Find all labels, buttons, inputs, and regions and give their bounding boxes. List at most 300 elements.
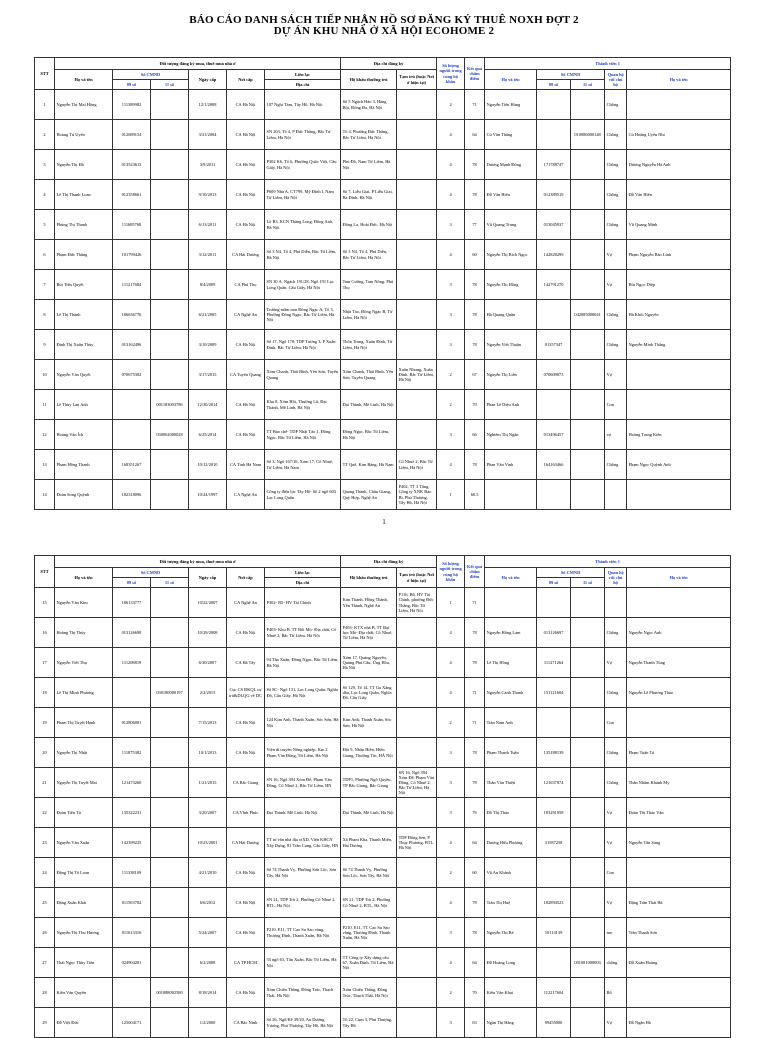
cell-ho-khau: Số 5 Ngách Hào 3, Hàng Bột, Đống Đa, Hà Nội — [341, 90, 397, 120]
cell-stt: 1 — [35, 90, 55, 120]
cell-name: Thái Ngọc Thùy Tiên — [55, 948, 113, 978]
cell-quan-he: Chồng — [605, 618, 627, 648]
cell-name: Kiều Văn Quyền — [55, 978, 113, 1008]
cell-dia-chi: Khu 8, Xóm Hồi, Thường Lũ, Đại Thành, Mê Linh, Hà Nội — [265, 390, 341, 420]
cell-cmnd-9: 013126698 — [113, 618, 151, 648]
cell-tv-cmnd-9 — [537, 948, 571, 978]
col-dia-chi: Địa chỉ — [265, 578, 341, 588]
col-tv-cmnd: Số CMND — [537, 70, 605, 80]
cell-tv-cmnd-11 — [571, 480, 605, 510]
col-stt: STT — [35, 556, 55, 588]
cell-cmnd-9: 111875382 — [113, 738, 151, 768]
cell-noi-cap: CA TP HCM — [227, 948, 265, 978]
cell-name: Đặng Xuân Khải — [55, 888, 113, 918]
col-tv-ho-ten: Họ và tên — [485, 70, 537, 90]
col-so-luong: Số lượng người trong cùng hộ khẩu — [437, 58, 465, 90]
cell-so-luong: 3 — [437, 738, 465, 768]
cell-tam-tru: P116, B6, HV Tài Chính, phường Đức Thắng, Bắc Từ Liêm, Hà Nội — [397, 588, 437, 618]
cell-tv-ho-ten-2 — [627, 480, 731, 510]
cell-tv-ho-ten-2: Cù Hoàng Uyên Nhi — [627, 120, 731, 150]
cell-tv-ho-ten-2 — [627, 360, 731, 390]
cell-tv-cmnd-11 — [571, 450, 605, 480]
cell-name: Nguyễn Văn Quyết — [55, 360, 113, 390]
cell-cmnd-11 — [151, 240, 189, 270]
table-row — [35, 300, 731, 330]
cell-ho-khau: Số 3 N4, Tổ 4, Phú Diễn, Bắc Từ Liêm, Hà Nội — [341, 240, 397, 270]
table-row — [35, 390, 731, 420]
cell-cmnd-9 — [113, 978, 151, 1008]
cell-tv-cmnd-9: 013126697 — [537, 618, 571, 648]
cell-tv-ho-ten-2: Bùi Ngọc Diệp — [627, 270, 731, 300]
cell-dia-chi: 124 Kim Anh, Thanh Xuân, Sóc Sơn, Hà Nội — [265, 708, 341, 738]
cell-quan-he: Chồng — [605, 120, 627, 150]
cell-name: Nguyễn Thị Nhật — [55, 738, 113, 768]
table-row — [35, 708, 731, 738]
cell-noi-cap: CA Phú Thọ — [227, 270, 265, 300]
cell-dia-chi: P609 Nhà A, CT799, Mỹ Đình I, Nam Từ Liêm, Hà Nội — [265, 180, 341, 210]
cell-cmnd-11 — [151, 270, 189, 300]
cell-cmnd-11 — [151, 150, 189, 180]
cell-tv-ho-ten-2: Đỗ Văn Hiền — [627, 180, 731, 210]
cell-name: Nguyễn Thị Tuyết Mai — [55, 768, 113, 798]
cell-ket-qua: 78 — [465, 648, 485, 678]
cell-cmnd-11 — [151, 618, 189, 648]
cell-tv-cmnd-11 — [571, 828, 605, 858]
cell-noi-cap: CA Hà Nội — [227, 978, 265, 1008]
cell-cmnd-11 — [151, 120, 189, 150]
cell-so-luong: 4 — [437, 828, 465, 858]
cell-tv-cmnd-9: 013496457 — [537, 420, 571, 450]
cell-so-luong: 4 — [437, 648, 465, 678]
cell-tv-cmnd-11 — [571, 768, 605, 798]
cell-so-luong: 4 — [437, 678, 465, 708]
cell-tv-cmnd-11 — [571, 858, 605, 888]
cell-ket-qua: 63 — [465, 1008, 485, 1038]
cell-tv-ho-ten: Nguyễn Thị Bé — [485, 918, 537, 948]
cell-stt: 15 — [35, 588, 55, 618]
cell-ho-khau: Xã Phạm Kha, Thanh Miện, Hải Dương — [341, 828, 397, 858]
cell-tv-ho-ten-2: Hoàng Trung Kiên — [627, 420, 731, 450]
cell-ho-khau: TT Công ty Xây dựng cầu 67, Xuân Đỉnh, Từ Liêm, Hà Nội — [341, 948, 397, 978]
cell-quan-he: Con — [605, 858, 627, 888]
cell-tv-cmnd-9 — [537, 588, 571, 618]
cell-stt: 7 — [35, 270, 55, 300]
cell-noi-cap: CA Hà Nội — [227, 150, 265, 180]
cell-dia-chi: Số 74 Thanh Vỵ, Phường Sơn Lộc, Sơn Tây, Hà Nội — [265, 858, 341, 888]
cell-so-luong: 4 — [437, 180, 465, 210]
cell-ket-qua: 78 — [465, 918, 485, 948]
page-number: 1 — [382, 518, 386, 526]
col-ho-khau: Hộ khẩu thường trú — [341, 70, 397, 90]
col-so-luong: Số lượng người trong cùng hộ khẩu — [437, 556, 465, 588]
cell-ket-qua: 78 — [465, 738, 485, 768]
cell-dia-chi: Viện di truyền Nông nghiệp, Km 2 Phạm Văn Đồng, Từ Liêm, Hà Nội — [265, 738, 341, 768]
cell-tv-cmnd-9: 164163466 — [537, 450, 571, 480]
cell-tv-ho-ten: Đỗ Thị Thảo — [485, 798, 537, 828]
cell-cmnd-11: 030180000197 — [151, 678, 189, 708]
cell-noi-cap: CA Hải Dương — [227, 828, 265, 858]
cell-ket-qua: 78 — [465, 180, 485, 210]
cell-tv-cmnd-9 — [537, 858, 571, 888]
cell-noi-cap: CA Hà Nội — [227, 858, 265, 888]
cell-cmnd-11: 030062000028 — [151, 420, 189, 450]
cell-cmnd-9: 011503782 — [113, 888, 151, 918]
cell-tv-cmnd-11 — [571, 978, 605, 1008]
cell-stt: 19 — [35, 708, 55, 738]
cell-cmnd-11 — [151, 180, 189, 210]
col-tv-ho-ten-2: Họ và tên — [627, 70, 731, 90]
cell-ho-khau: SN 21, TDP Trù 2, Phường Cổ Nhuế 2, BTL, Hà Nội — [341, 888, 397, 918]
cell-tv-ho-ten-2 — [627, 588, 731, 618]
cell-ho-khau: Số 7, Liễu Giai, P Liễu Giai, Ba Đình, Hà Nội — [341, 180, 397, 210]
cell-cmnd-9: 013162496 — [113, 330, 151, 360]
cell-quan-he — [605, 480, 627, 510]
cell-stt: 23 — [35, 828, 55, 858]
cell-name: Lê Thị Minh Phương — [55, 678, 113, 708]
cell-cmnd-11: 001088002580 — [151, 978, 189, 1008]
cell-so-luong: 2 — [437, 360, 465, 390]
cell-cmnd-9 — [113, 420, 151, 450]
cell-cmnd-11 — [151, 360, 189, 390]
cell-tv-ho-ten: Đỗ Hoàng Long — [485, 948, 537, 978]
cell-tv-cmnd-11: 010086000148 — [571, 120, 605, 150]
cell-dia-chi: Số 3 N4, Tổ 4, Phú Diễn, Bắc Từ Liêm, Hà Nội — [265, 240, 341, 270]
cell-quan-he: Chồng — [605, 90, 627, 120]
table-row — [35, 948, 731, 978]
cell-tv-cmnd-11 — [571, 618, 605, 648]
cell-tam-tru — [397, 978, 437, 1008]
col-thanh-vien: Thành viên 1 — [485, 58, 731, 70]
cell-cmnd-9: 168351267 — [113, 450, 151, 480]
registration-table-page1 — [34, 57, 731, 510]
cell-tv-ho-ten: Phan Văn Vinh — [485, 450, 537, 480]
cell-so-luong: 4 — [437, 240, 465, 270]
cell-tam-tru — [397, 618, 437, 648]
cell-noi-cap: CA Nghệ An — [227, 588, 265, 618]
cell-cmnd-9: 125004171 — [113, 1008, 151, 1038]
cell-tv-ho-ten-2: Hà Khôi Nguyên — [627, 300, 731, 330]
cell-stt: 29 — [35, 1008, 55, 1038]
cell-ho-khau: Tam Cường, Tam Nông, Phú Thọ — [341, 270, 397, 300]
cell-ket-qua: 77 — [465, 210, 485, 240]
cell-ngay-cap: 3/12/2011 — [189, 240, 227, 270]
cell-tv-cmnd-11 — [571, 888, 605, 918]
cell-tv-ho-ten: Lê Thị Hồng — [485, 648, 537, 678]
cell-ho-khau: Xóm 17, Quảng Nguyên, Quảng Phú Cầu, Ứng Hòa, Hà Nội — [341, 648, 397, 678]
cell-name: Đặng Thị Tố Loan — [55, 858, 113, 888]
cell-cmnd-11 — [151, 450, 189, 480]
cell-ngay-cap: 10/12/2010 — [189, 450, 227, 480]
cell-ngay-cap: 8/18/2014 — [189, 978, 227, 1008]
cell-noi-cap: CA Hà Nội — [227, 888, 265, 918]
cell-name: Lê Thị Thành — [55, 300, 113, 330]
cell-ket-qua: 76 — [465, 798, 485, 828]
table-row — [35, 420, 731, 450]
cell-tam-tru — [397, 798, 437, 828]
table-row — [35, 480, 731, 510]
cell-quan-he: Con — [605, 708, 627, 738]
cell-ngay-cap: 6/25/2014 — [189, 420, 227, 450]
cell-dia-chi: SN 21, TDP Trù 2, Phường Cổ Nhuế 2, BTL, Hà Nội — [265, 888, 341, 918]
cell-tv-ho-ten-2 — [627, 978, 731, 1008]
cell-ngay-cap: 5/24/2007 — [189, 918, 227, 948]
cell-tv-ho-ten-2: Dương Nguyễn Hà Anh — [627, 150, 731, 180]
table-row — [35, 210, 731, 240]
cell-tv-cmnd-11 — [571, 1008, 605, 1038]
cell-tv-cmnd-11 — [571, 270, 605, 300]
cell-noi-cap: CA Hà Nội — [227, 330, 265, 360]
table-row — [35, 858, 731, 888]
cell-noi-cap: CA Hà Nội — [227, 918, 265, 948]
cell-tv-cmnd-11 — [571, 90, 605, 120]
cell-quan-he: Chồng — [605, 738, 627, 768]
table-row — [35, 1008, 731, 1038]
cell-tv-cmnd-11: 042085000041 — [571, 300, 605, 330]
cell-quan-he: Vợ — [605, 270, 627, 300]
cell-ho-khau: Đông La, Hoài Đức, Hà Nội — [341, 210, 397, 240]
col-ket-qua: Kết quả chấm điểm — [465, 58, 485, 90]
cell-cmnd-9: 012806081 — [113, 708, 151, 738]
cell-so-luong: 3 — [437, 798, 465, 828]
cell-tv-ho-ten-2: Phạm Nguyễn Bảo Linh — [627, 240, 731, 270]
cell-ngay-cap: 1/2/2000 — [189, 1008, 227, 1038]
cell-ket-qua: 78 — [465, 300, 485, 330]
cell-cmnd-9: 182318096 — [113, 480, 151, 510]
cell-quan-he: Chồng — [605, 768, 627, 798]
cell-so-luong: 4 — [437, 888, 465, 918]
cell-name: Phạm Thị Tuyết Hạnh — [55, 708, 113, 738]
cell-tv-ho-ten — [485, 588, 537, 618]
cell-quan-he: Chồng — [605, 180, 627, 210]
cell-ho-khau: Đội 9, Nhân Hiền, Hiền Giang, Thường Tín, HÀ Nội — [341, 738, 397, 768]
cell-tv-ho-ten: Vũ An Khánh — [485, 858, 537, 888]
cell-tv-ho-ten: Thân Văn Thiện — [485, 768, 537, 798]
cell-cmnd-11 — [151, 480, 189, 510]
col-tv-ho-ten-2: Họ và tên — [627, 568, 731, 588]
cell-ngay-cap: 6/2/2008 — [189, 948, 227, 978]
cell-stt: 8 — [35, 300, 55, 330]
cell-cmnd-9: 011613316 — [113, 918, 151, 948]
cell-dia-chi: Trường mầm non Đông Ngạc A, Tổ 5, Phường Đông Ngạc, Bắc Từ Liêm, Hà Nội — [265, 300, 341, 330]
cell-tv-cmnd-9 — [537, 480, 571, 510]
cell-tam-tru: SN 16, Ngõ 394 Xóm Đê, Phạm Văn Đồng, Cổ Nhuế 2, Bắc Từ Liêm, Hà Nội — [397, 768, 437, 798]
cell-ngay-cap: 9/10/2013 — [189, 180, 227, 210]
cell-tv-cmnd-9: 012389519 — [537, 180, 571, 210]
cell-dia-chi: SN 203, Tổ 4, P Đức Thắng, Bắc Từ Liêm, Hà Nội — [265, 120, 341, 150]
cell-dia-chi: SN 30 A, Ngách 191/28, Ngõ 191 Lạc Long Quân, Cầu Giấy, Hà Nội — [265, 270, 341, 300]
cell-ho-khau: P210, E11, TT Cao Su Sao vàng, Thượng Đình, Thanh Xuân, Hà Nội — [341, 918, 397, 948]
cell-ho-khau: P403- KTX nhà B, TT Đại học Mỏ- Địa chất, Cổ Nhuế, Từ Liêm, Hà Nội — [341, 618, 397, 648]
cell-stt: 2 — [35, 120, 55, 150]
cell-name: Phạm Hồng Thanh — [55, 450, 113, 480]
cell-tv-cmnd-11 — [571, 708, 605, 738]
cell-ho-khau: Đông Ngạc, Bắc Từ Liêm, Hà Nội — [341, 420, 397, 450]
cell-tv-ho-ten: Phạm Thanh Tuấn — [485, 738, 537, 768]
cell-name: Đoàn Tiến Tú — [55, 798, 113, 828]
cell-tv-cmnd-9: 112217604 — [537, 978, 571, 1008]
table-row — [35, 738, 731, 768]
cell-tv-ho-ten-2 — [627, 708, 731, 738]
cell-ngay-cap: 10/29/2008 — [189, 618, 227, 648]
table-row — [35, 120, 731, 150]
col-lien-lac: Liên lạc — [265, 70, 341, 80]
cell-tv-cmnd-9: 182894523 — [537, 888, 571, 918]
cell-ho-khau: Tổ 22, Cụm 3, Phú Thượng, Tây Hồ — [341, 1008, 397, 1038]
cell-stt: 25 — [35, 888, 55, 918]
cell-tv-ho-ten — [485, 480, 537, 510]
cell-dia-chi: P210, E11, TT Cao Su Sao vàng, Thượng Đình, Thanh Xuân, Hà Nội — [265, 918, 341, 948]
cell-ho-khau: Xóm Chiến Thắng, Đồng Trúc, Thạch Thất, Hà Nội — [341, 978, 397, 1008]
col-tv-ho-ten: Họ và tên — [485, 568, 537, 588]
cell-dia-chi: TT tư vấn nhà địa vỉXD, Viện KHCN Xây Dựng, 81 Trần Cung, Cầu Giấy, HN — [265, 828, 341, 858]
cell-tam-tru: P402, TT 3 Tầng, Công ty XNK Bảo Bì, Phú Thượng, Tây Hồ, Hà Nội — [397, 480, 437, 510]
cell-noi-cap: CA Hà Nội — [227, 708, 265, 738]
table-row — [35, 150, 731, 180]
cell-cmnd-9: 142399225 — [113, 828, 151, 858]
cell-cmnd-9: 135322231 — [113, 798, 151, 828]
cell-tv-cmnd-11: 001081000003 — [571, 948, 605, 978]
cell-cmnd-11 — [151, 798, 189, 828]
cell-tam-tru — [397, 708, 437, 738]
cell-tv-ho-ten: Nghiêm Thị Ngân — [485, 420, 537, 450]
table-row — [35, 828, 731, 858]
cell-dia-chi: Số 8C- Ngõ 131, Lạc Long Quân, Nghĩa Đô, Cầu Giấy, Hà Nội — [265, 678, 341, 708]
cell-so-luong: 3 — [437, 300, 465, 330]
cell-so-luong: 3 — [437, 420, 465, 450]
col-tv-11-so: 11 số — [571, 578, 605, 588]
cell-stt: 22 — [35, 798, 55, 828]
cell-tv-cmnd-9: 01357347 — [537, 330, 571, 360]
cell-dia-chi: P302- B5- HV Tài Chính — [265, 588, 341, 618]
cell-name: Lê Thị Thanh Loan — [55, 180, 113, 210]
cell-tv-ho-ten: Dương Hữu Phương — [485, 828, 537, 858]
col-tv-09-so: 09 số — [537, 80, 571, 90]
cell-cmnd-9: 111217684 — [113, 270, 151, 300]
cell-tv-cmnd-9 — [537, 390, 571, 420]
table-row — [35, 978, 731, 1008]
cell-name: Nguyễn Thị Mai Hồng — [55, 90, 113, 120]
cell-ho-khau: Nhật Tảo, Đông Ngạc B, Từ Liêm, Hà Nội — [341, 300, 397, 330]
cell-tv-cmnd-9: 111271264 — [537, 648, 571, 678]
cell-tv-cmnd-11 — [571, 918, 605, 948]
table-row — [35, 798, 731, 828]
col-tv-cmnd: Số CMND — [537, 568, 605, 578]
cell-dia-chi: Đại Thành, Mê Linh, Hà Nội — [265, 798, 341, 828]
cell-stt: 27 — [35, 948, 55, 978]
cell-cmnd-9: 111338109 — [113, 858, 151, 888]
table-row — [35, 648, 731, 678]
cell-ho-khau: TT Quế, Kim Bảng, Hà Nam — [341, 450, 397, 480]
cell-tv-ho-ten: Trần Nam Anh — [485, 708, 537, 738]
table-row — [35, 678, 731, 708]
cell-tv-ho-ten: Phan Lê Diệu Anh — [485, 390, 537, 420]
cell-tv-ho-ten: Nguyễn Tiến Hùng — [485, 90, 537, 120]
report-subtitle: DỰ ÁN KHU NHÀ Ở XÃ HỘI ECOHOME 2 — [273, 25, 495, 37]
cell-stt: 21 — [35, 768, 55, 798]
cell-noi-cap: CA Hà Tây — [227, 648, 265, 678]
cell-ngay-cap: 2/2/2015 — [189, 678, 227, 708]
cell-ket-qua: 78 — [465, 618, 485, 648]
cell-dia-chi: Số 3, Ngõ 167/16, Xóm 17, Cổ Nhuế, Từ Liêm, Hà Nam — [265, 450, 341, 480]
cell-cmnd-11 — [151, 330, 189, 360]
cell-tv-cmnd-9: 151121604 — [537, 678, 571, 708]
cell-tv-cmnd-11 — [571, 240, 605, 270]
cell-tv-ho-ten: Nguyễn Thị Bích Ngọc — [485, 240, 537, 270]
cell-tam-tru — [397, 420, 437, 450]
cell-name: Hoàng Văn Ích — [55, 420, 113, 450]
cell-ket-qua: 71 — [465, 588, 485, 618]
cell-dia-chi: P403- Khu B, TT Bồi Mỏ- Địa chất, Cổ Nhuế 2, Bắc Từ Liêm, Hà Nội — [265, 618, 341, 648]
cell-tv-ho-ten-2: Phạm Ngọc Quỳnh Anh — [627, 450, 731, 480]
cell-name: Nguyễn Thị Thu Hương — [55, 918, 113, 948]
cell-tv-ho-ten: Đỗ Văn Hiếu — [485, 180, 537, 210]
cell-noi-cap: CA Bắc Giang — [227, 768, 265, 798]
cell-cmnd-11 — [151, 768, 189, 798]
cell-dia-chi: Số 26, Ngõ/Kề 39/20, An Dương Vương, Phú Thượng, Tây Hồ, Hà Nội — [265, 1008, 341, 1038]
col-tv-11-so: 11 số — [571, 80, 605, 90]
col-ho-khau: Hộ khẩu thường trú — [341, 568, 397, 588]
cell-cmnd-11 — [151, 858, 189, 888]
cell-so-luong: 4 — [437, 150, 465, 180]
cell-ket-qua: 66 — [465, 420, 485, 450]
cell-stt: 9 — [35, 330, 55, 360]
cell-so-luong: 4 — [437, 450, 465, 480]
table-row — [35, 588, 731, 618]
cell-cmnd-9: 012689154 — [113, 120, 151, 150]
cell-name: Hoàng Tú Uyên — [55, 120, 113, 150]
cell-tv-ho-ten-2 — [627, 390, 731, 420]
cell-tv-ho-ten-2: Đỗ Xuân Hoàng — [627, 948, 731, 978]
col-stt: STT — [35, 58, 55, 90]
cell-stt: 6 — [35, 240, 55, 270]
cell-tv-cmnd-11 — [571, 678, 605, 708]
cell-stt: 17 — [35, 648, 55, 678]
cell-ket-qua: 78 — [465, 270, 485, 300]
col-tam-tru: Tạm trú (hoặc Nơi ở hiện tại) — [397, 568, 437, 588]
cell-ket-qua: 64 — [465, 948, 485, 978]
col-lien-lac: Liên lạc — [265, 568, 341, 578]
cell-ket-qua: 78 — [465, 450, 485, 480]
col-ngay-cap: Ngày cấp — [189, 70, 227, 90]
cell-quan-he: Con — [605, 390, 627, 420]
cell-tv-ho-ten: Trần Thị Huệ — [485, 888, 537, 918]
col-quan-he: Quan hệ với chủ hộ — [605, 568, 627, 588]
cell-so-luong: 1 — [437, 480, 465, 510]
cell-cmnd-11 — [151, 708, 189, 738]
cell-cmnd-11: 001183003786 — [151, 390, 189, 420]
cell-ket-qua: 78 — [465, 150, 485, 180]
cell-tv-cmnd-9: 142791270 — [537, 270, 571, 300]
cell-tam-tru — [397, 858, 437, 888]
cell-ho-khau: Đại Thành, Mê Linh, Hà Nội — [341, 390, 397, 420]
cell-tv-ho-ten-2: Trần Thanh Sơn — [627, 918, 731, 948]
cell-noi-cap: Cục CS ĐKQL cư trú&DLQG về DC — [227, 678, 265, 708]
table-row — [35, 450, 731, 480]
cell-name: Nguyễn Văn Kim — [55, 588, 113, 618]
table-row — [35, 918, 731, 948]
cell-ngay-cap: 10/22/2007 — [189, 588, 227, 618]
cell-tv-cmnd-11 — [571, 330, 605, 360]
cell-tv-ho-ten: Ngân Thị Hằng — [485, 1008, 537, 1038]
cell-ho-khau: Kim Thành, Hồng Thành, Yên Thành, Nghệ An — [341, 588, 397, 618]
cell-so-luong: 3 — [437, 1008, 465, 1038]
cell-so-luong: 2 — [437, 390, 465, 420]
cell-ket-qua: 70 — [465, 978, 485, 1008]
cell-cmnd-11 — [151, 1008, 189, 1038]
cell-tam-tru — [397, 648, 437, 678]
cell-tv-ho-ten-2: Đặng Trần Thái Hà — [627, 888, 731, 918]
cell-noi-cap: CA Hà Nội — [227, 180, 265, 210]
